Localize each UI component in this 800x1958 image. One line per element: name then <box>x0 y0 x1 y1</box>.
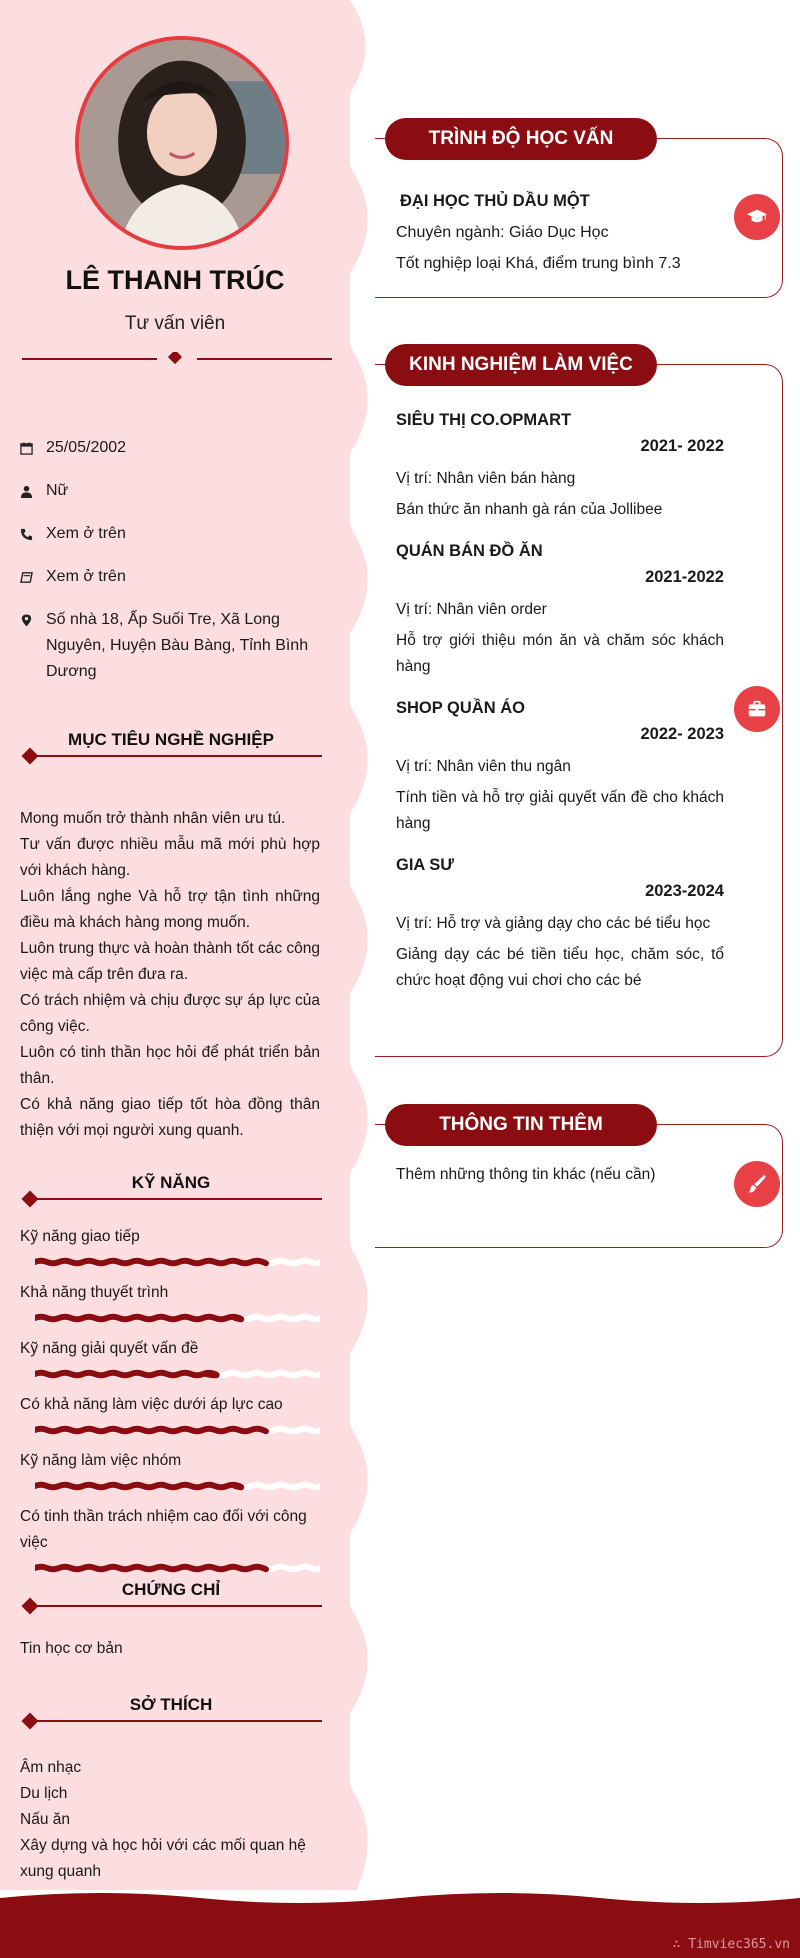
certificate-item: Tin học cơ bản <box>20 1640 123 1657</box>
job-position: Vị trí: Nhân viên thu ngân <box>396 758 571 775</box>
person-icon <box>20 478 46 504</box>
skill-bar-fill <box>35 1567 266 1570</box>
hobby-item: Du lịch <box>20 1785 68 1802</box>
skill-bar-fill <box>35 1429 266 1432</box>
hobby-item: Xây dựng và học hỏi với các mối quan hệ xung quanh <box>20 1837 306 1880</box>
hobby-item: Âm nhạc <box>20 1759 82 1776</box>
more-info-text: Thêm những thông tin khác (nếu cần) <box>396 1166 656 1183</box>
contact-gender: Nữ <box>20 478 320 504</box>
contact-phone: Xem ở trên <box>20 521 320 547</box>
skill-bar-fill <box>35 1261 266 1264</box>
skill-item <box>20 1336 322 1380</box>
hobby-item: Nấu ăn <box>20 1811 70 1828</box>
hobbies-heading: SỞ THÍCH <box>20 1695 322 1729</box>
skill-level-bar <box>35 1424 320 1436</box>
phone-icon <box>20 521 46 547</box>
email-icon <box>20 564 46 590</box>
brand-watermark: ∴ Timviec365.vn <box>672 1937 790 1952</box>
job-period: 2021-2022 <box>645 568 724 586</box>
skill-bar-fill <box>35 1485 241 1488</box>
more-info-heading: THÔNG TIN THÊM <box>385 1104 657 1146</box>
skill-level-bar <box>35 1562 320 1574</box>
skill-level-bar <box>35 1480 320 1492</box>
education-body <box>396 186 756 279</box>
contact-email: Xem ở trên <box>20 564 320 590</box>
location-pin-icon <box>20 607 46 633</box>
objective-text: Mong muốn trở thành nhân viên ưu tú. Tư vấn được nhiều mẫu mã mới phù hợp với khách hàng. Luôn lắng nghe Và hỗ trợ tận tình những điều mà khách hàng mong muốn. Luôn trung thực và hoàn thành tốt các công việc mà cấp trên đưa ra. Có trách nhiệm và chịu được sự áp lực của công việc. Luôn có tinh thần học hỏi để phát triển bản thân. Có khả năng giao tiếp tốt hòa đồng thân thiện với mọi người xung quanh. <box>20 810 320 1139</box>
experience-heading: KINH NGHIỆM LÀM VIỆC <box>385 344 657 386</box>
job-company: SIÊU THỊ CO.OPMART <box>396 411 572 429</box>
job-entry <box>396 539 724 680</box>
job-company: SHOP QUẦN ÁO <box>396 699 525 717</box>
objective-heading: MỤC TIÊU NGHỀ NGHIỆP <box>20 730 322 764</box>
skill-name: Có khả năng làm việc dưới áp lực cao <box>20 1396 283 1413</box>
diamond-icon <box>22 1191 39 1208</box>
contact-birthdate: 25/05/2002 <box>20 435 320 461</box>
title-divider <box>22 352 332 366</box>
skill-level-bar <box>35 1312 320 1324</box>
skill-item <box>20 1392 322 1436</box>
job-description: Bán thức ăn nhanh gà rán của Jollibee <box>396 501 663 518</box>
job-company: QUÁN BÁN ĐỒ ĂN <box>396 542 543 560</box>
avatar-photo <box>79 40 285 246</box>
skill-name: Kỹ năng giải quyết vấn đề <box>20 1340 199 1357</box>
candidate-job-title: Tư vấn viên <box>124 313 226 334</box>
skill-bar-fill <box>35 1373 217 1376</box>
job-description: Hỗ trợ giới thiệu món ăn và chăm sóc khách hàng <box>396 632 724 675</box>
skill-item <box>20 1504 322 1574</box>
briefcase-icon <box>734 686 780 732</box>
experience-list <box>396 408 724 1010</box>
calendar-icon <box>20 435 46 461</box>
certificates-heading: CHỨNG CHỈ <box>20 1580 322 1614</box>
job-position: Vị trí: Nhân viên bán hàng <box>396 470 576 487</box>
job-entry <box>396 853 724 994</box>
skill-level-bar <box>35 1368 320 1380</box>
skill-name: Kỹ năng giao tiếp <box>20 1228 140 1245</box>
job-position: Vị trí: Nhân viên order <box>396 601 547 618</box>
education-school: ĐẠI HỌC THỦ DẦU MỘT <box>400 192 590 210</box>
diamond-icon <box>22 1598 39 1615</box>
skill-item <box>20 1224 322 1268</box>
hobbies-list <box>20 1755 322 1885</box>
contact-address: Số nhà 18, Ấp Suối Tre, Xã Long Nguyên, Huyện Bàu Bàng, Tỉnh Bình Dương <box>20 607 320 685</box>
skill-bar-fill <box>35 1317 241 1320</box>
skill-item <box>20 1280 322 1324</box>
job-company: GIA SƯ <box>396 856 454 874</box>
job-position: Vị trí: Hỗ trợ và giảng dạy cho các bé tiểu học <box>396 915 711 932</box>
avatar <box>75 36 289 250</box>
candidate-name: LÊ THANH TRÚC <box>65 265 285 295</box>
skill-level-bar <box>35 1256 320 1268</box>
education-major: Chuyên ngành: Giáo Dục Học <box>396 224 609 241</box>
job-description: Tính tiền và hỗ trợ giải quyết vấn đề cho khách hàng <box>396 789 724 832</box>
diamond-icon <box>22 1713 39 1730</box>
job-period: 2022- 2023 <box>640 725 724 743</box>
skills-list <box>20 1224 322 1586</box>
paintbrush-icon <box>734 1161 780 1207</box>
job-description: Giảng dạy các bé tiền tiểu học, chăm sóc, tổ chức hoạt động vui chơi cho các bé <box>396 946 724 989</box>
skill-item <box>20 1448 322 1492</box>
job-period: 2021- 2022 <box>640 437 724 455</box>
education-result: Tốt nghiệp loại Khá, điểm trung bình 7.3 <box>396 255 681 272</box>
contact-list <box>20 435 320 702</box>
job-entry <box>396 408 724 523</box>
skill-name: Kỹ năng làm việc nhóm <box>20 1452 182 1469</box>
skill-name: Có tinh thần trách nhiệm cao đối với công việc <box>20 1508 307 1551</box>
skills-heading: KỸ NĂNG <box>20 1173 322 1207</box>
skill-name: Khả năng thuyết trình <box>20 1284 169 1301</box>
job-period: 2023-2024 <box>645 882 724 900</box>
education-heading: TRÌNH ĐỘ HỌC VẤN <box>385 118 657 160</box>
diamond-icon <box>22 748 39 765</box>
job-entry <box>396 696 724 837</box>
